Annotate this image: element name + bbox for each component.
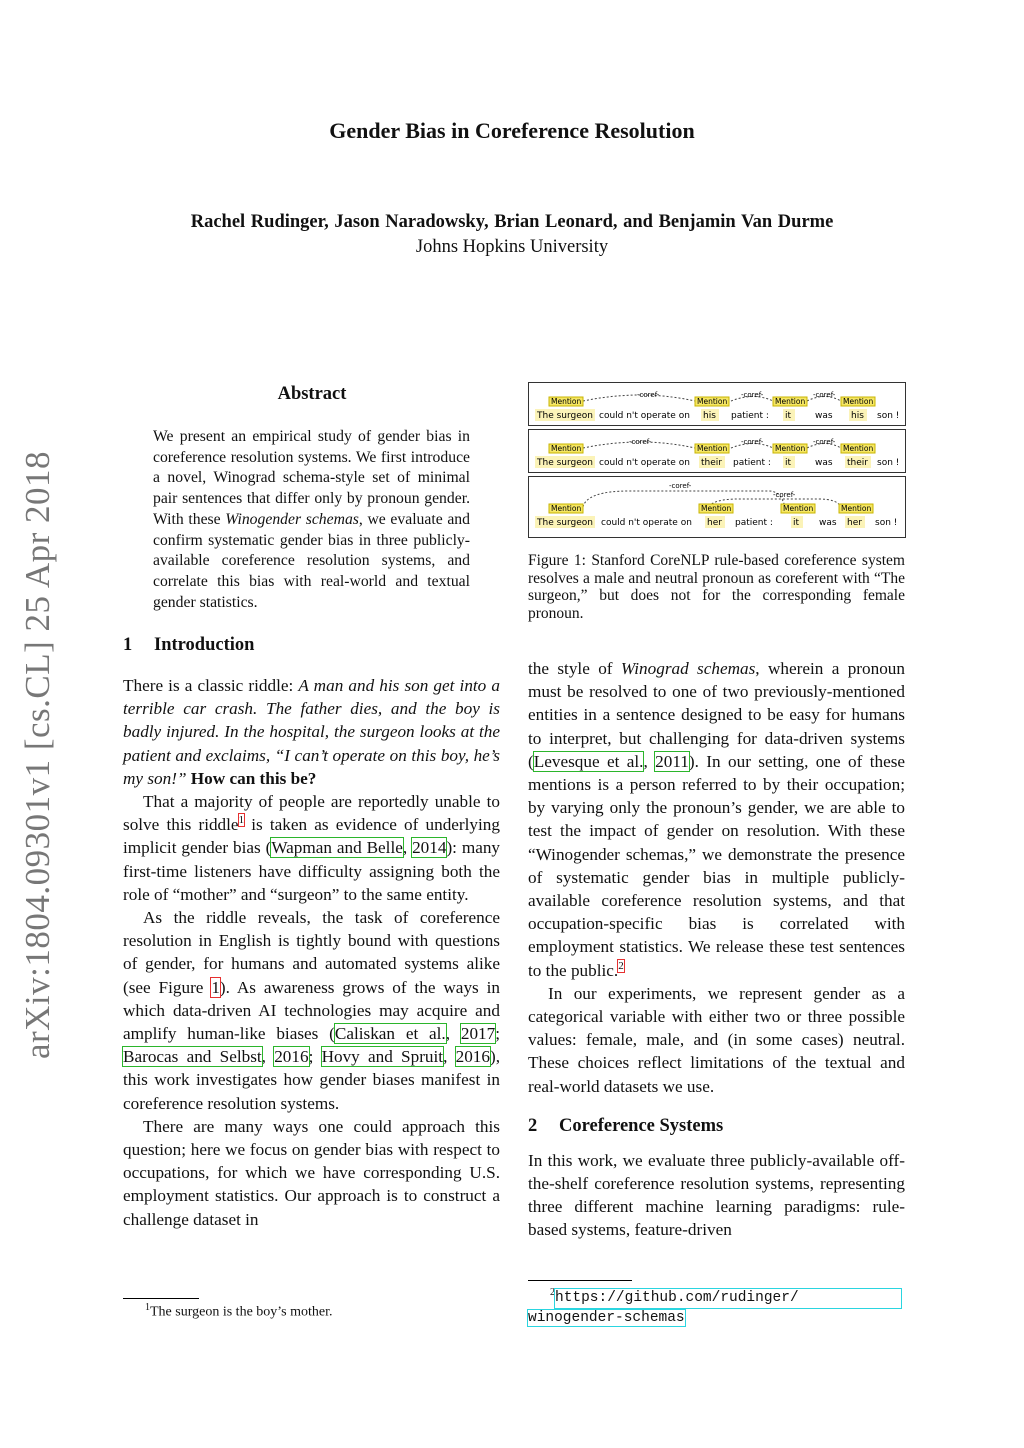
mention-label: Mention	[843, 397, 874, 406]
paper-title: Gender Bias in Coreference Resolution	[329, 118, 695, 143]
coref-label: -coref-	[813, 438, 836, 446]
mention-label: Mention	[551, 397, 582, 406]
section-number: 1	[123, 635, 133, 655]
figure-caption: Figure 1: Stanford CoreNLP rule-based coreference system resolves a male and neutral pronoun as coreferent with “The surgeon,” but does not for the corresponding female pronoun.	[528, 552, 905, 622]
token-operate: could n't operate on	[599, 458, 690, 468]
token-son: son !	[877, 458, 900, 468]
citation-year-link[interactable]: 2016	[455, 1047, 490, 1067]
citation-link[interactable]: Barocas and Selbst	[123, 1047, 262, 1067]
section-heading-coreference-systems	[528, 1116, 905, 1137]
token-operate: could n't operate on	[601, 518, 692, 528]
token-patient: patient :	[731, 411, 769, 421]
riddle-text: A man and his son get into a terrible car crash. The father dies, and the boy is badly injured. In the hospital, the surgeon looks at the patient and exclaims, “I can’t operate on this boy, he’s my son!”	[123, 676, 500, 788]
arxiv-sidebar	[8, 450, 68, 1060]
coref-label: -coref-	[773, 491, 796, 499]
abstract-heading: Abstract	[277, 384, 347, 404]
emph-text: Winograd schemas	[620, 659, 756, 678]
paper-affiliation: Johns Hopkins University	[415, 237, 609, 257]
riddle-question: How can this be?	[186, 768, 317, 788]
footnote-number: 1	[145, 1302, 150, 1313]
footnote-rule	[123, 1298, 199, 1299]
token-patient: patient :	[733, 458, 771, 468]
mention-label: Mention	[843, 444, 874, 453]
text-run: ), this work investigates how gender biases manifest in coreference resolution systems.	[123, 1047, 501, 1113]
token-pronoun: her	[707, 518, 722, 528]
citation-year-link[interactable]: 2011	[655, 751, 689, 771]
token-operate: could n't operate on	[599, 411, 690, 421]
citation-link[interactable]: Wapman and Belle	[271, 838, 403, 858]
section-title: Introduction	[154, 635, 255, 655]
mention-label: Mention	[551, 444, 582, 453]
coref-label: -coref-	[669, 482, 692, 490]
section-title: Coreference Systems	[559, 1115, 724, 1136]
text-run: As the riddle reveals, the task of coreference resolution in English is tightly bound with questions of gender, for humans and automated systems alike (see Figure	[123, 908, 500, 997]
token-surgeon: The surgeon	[537, 411, 593, 421]
text-run: ). In our setting, one of these mentions is a person referred to by their occupation; by varying only the pronoun’s gender, we are able to test the impact of gender on resolution. With these “Winogender schemas,” we demonstrate the presence of systematic gender bias in multiple publicly-available coreference resolution systems, and that occupation-specific bias is correlated with employment statistics. We release these test sentences to the public.	[528, 751, 906, 980]
right-paragraph-2: In our experiments, we represent gender as a categorical variable with either two or three possible values: female, male, and (in some cases) neutral. These choices reflect limitations of the textual and real-world datasets we use.	[528, 983, 905, 1096]
mention-label: Mention	[551, 504, 582, 513]
token-was: was	[815, 458, 833, 468]
token-surgeon: The surgeon	[537, 458, 593, 468]
coref-diagram-their	[529, 430, 905, 472]
token-pronoun: her	[847, 518, 862, 528]
mention-label: Mention	[783, 504, 814, 513]
abstract-text-1: We present an empirical study of gender bias in coreference resolution systems. We first introduce a novel, Winograd schema-style set of minimal pair sentences that differ only by pronoun gender. With these	[153, 428, 470, 528]
coref-arc	[583, 491, 785, 507]
token-pronoun: his	[703, 411, 716, 421]
token-son: son !	[875, 518, 898, 528]
figure-link[interactable]: 1	[211, 977, 220, 997]
citation-year-link[interactable]: 2014	[412, 838, 447, 858]
coref-label: -coref-	[629, 438, 652, 446]
footnote-number: 2	[550, 1287, 555, 1298]
paper-authors: Rachel Rudinger, Jason Naradowsky, Brian Leonard, and Benjamin Van Durme	[190, 212, 834, 232]
footnote-text: The surgeon is the boy’s mother.	[150, 1304, 333, 1320]
footnote-2	[528, 1280, 905, 1328]
mention-label: Mention	[841, 504, 872, 513]
mention-label: Mention	[697, 397, 728, 406]
abstract-text-2: , we evaluate and confirm systematic gender bias in three publicly-available coreference resolution systems, and correlate this bias with real-world and textual gender statistics.	[153, 510, 470, 611]
token-pronoun: their	[701, 458, 722, 468]
figure-1	[528, 382, 906, 538]
text-run: , wherein a pronoun must be resolved to one of two previously-mentioned entities in a sentence designed to be easy for humans to interpret, but challenging for data-driven systems (	[528, 659, 905, 771]
token-pronoun: their	[847, 458, 868, 468]
token-it: it	[785, 411, 792, 421]
repo-url-link-part-1[interactable]: https://github.com/rudinger/	[555, 1289, 901, 1308]
token-was: was	[815, 411, 833, 421]
mention-label: Mention	[697, 444, 728, 453]
token-surgeon: The surgeon	[537, 518, 593, 528]
text-run: ,	[402, 838, 413, 858]
right-paragraph-3: In this work, we evaluate three publicly-available off-the-shelf coreference resolution systems, representing three different machine learning paradigms: rule-based systems, feature-driven	[528, 1150, 905, 1240]
citation-link[interactable]: Hovy and Spruit	[321, 1047, 444, 1067]
text-run: ). As awareness grows of the ways in which data-driven AI technologies may acquire and amplify human-like biases (	[123, 977, 500, 1044]
figure-panel-her	[528, 476, 906, 538]
coref-label: -coref-	[813, 391, 836, 399]
token-pronoun: his	[851, 411, 864, 421]
coref-label: -coref-	[741, 438, 764, 446]
token-son: son !	[877, 411, 900, 421]
footnote-link-2[interactable]: 2	[618, 959, 624, 972]
token-it: it	[793, 518, 800, 528]
text-run: That a majority of people are reportedly unable to solve this riddle	[123, 792, 500, 835]
intro-paragraph-2	[123, 790, 500, 906]
coref-label: -coref-	[637, 391, 660, 399]
text-run: is taken as evidence of underlying implicit gender bias (	[123, 815, 500, 858]
footnote-1	[123, 1298, 500, 1321]
figure-panel-his	[528, 382, 906, 426]
mention-label: Mention	[775, 444, 806, 453]
right-column-text	[528, 657, 905, 1242]
abstract-body	[153, 427, 470, 613]
token-it: it	[785, 458, 792, 468]
mention-label: Mention	[701, 504, 732, 513]
left-column-text	[123, 674, 500, 1231]
coref-diagram-his	[529, 383, 905, 425]
citation-year-link[interactable]: 2016	[274, 1047, 309, 1067]
footnote-link-1[interactable]: 1	[238, 814, 245, 827]
citation-link[interactable]: Levesque et al.	[533, 751, 644, 771]
repo-url-link-part-2[interactable]: winogender-schemas	[528, 1309, 685, 1326]
abstract-text-emph: Winogender schemas	[225, 510, 359, 528]
intro-paragraph-1	[123, 674, 500, 790]
token-was: was	[819, 518, 837, 528]
text-run: ): many first-time listeners have difficulty assigning both the role of “mother” and “surgeon” to the same entity.	[123, 838, 501, 904]
mention-label: Mention	[775, 397, 806, 406]
section-number: 2	[528, 1115, 538, 1136]
token-patient: patient :	[735, 518, 773, 528]
arxiv-id: arXiv:1804.09301v1 [cs.CL] 25 Apr 2018	[18, 450, 57, 1060]
footnote-rule	[528, 1280, 632, 1281]
coref-diagram-her	[529, 477, 905, 537]
right-paragraph-1: the style of Winograd schemas, wherein a pronoun must be resolved to one of two previously-mentioned entities in a sentence designed to be easy for humans to interpret, but challenging for data-driven systems (Levesque et al., 2011). In our setting, one of these mentions is a person referred to by their occupation; by varying only the pronoun’s gender, we are able to test the impact of gender on resolution. With these “Winogender schemas,” we demonstrate the presence of systematic gender bias in multiple publicly-available coreference resolution systems, and that occupation-specific bias is correlated with employment statistics. We release these test sentences to the public.$^2$	[528, 659, 906, 980]
intro-paragraph-4: There are many ways one could approach this question; here we focus on gender bias with respect to occupations, for which we have corresponding U.S. employment statistics. Our approach is to construct a challenge dataset in	[123, 1116, 500, 1229]
section-heading-introduction	[123, 635, 500, 656]
citation-link[interactable]: Caliskan et al.	[334, 1024, 446, 1044]
citation-year-link[interactable]: 2017	[460, 1024, 496, 1044]
intro-paragraph-3: As the riddle reveals, the task of coreference resolution in English is tightly bound with questions of gender, for humans and automated systems alike (see Figure 1). As awareness grows of the ways in which data-driven AI technologies may acquire and amplify human-like biases (Caliskan et al., 2017; Barocas and Selbst, 2016; Hovy and Spruit, 2016), this work investigates how gender biases manifest in coreference resolution systems.	[123, 908, 501, 1113]
text-run: There is a classic riddle:	[123, 676, 299, 695]
coref-label: -coref-	[741, 391, 764, 399]
figure-panel-their	[528, 429, 906, 473]
text-run: the style of	[528, 659, 621, 678]
